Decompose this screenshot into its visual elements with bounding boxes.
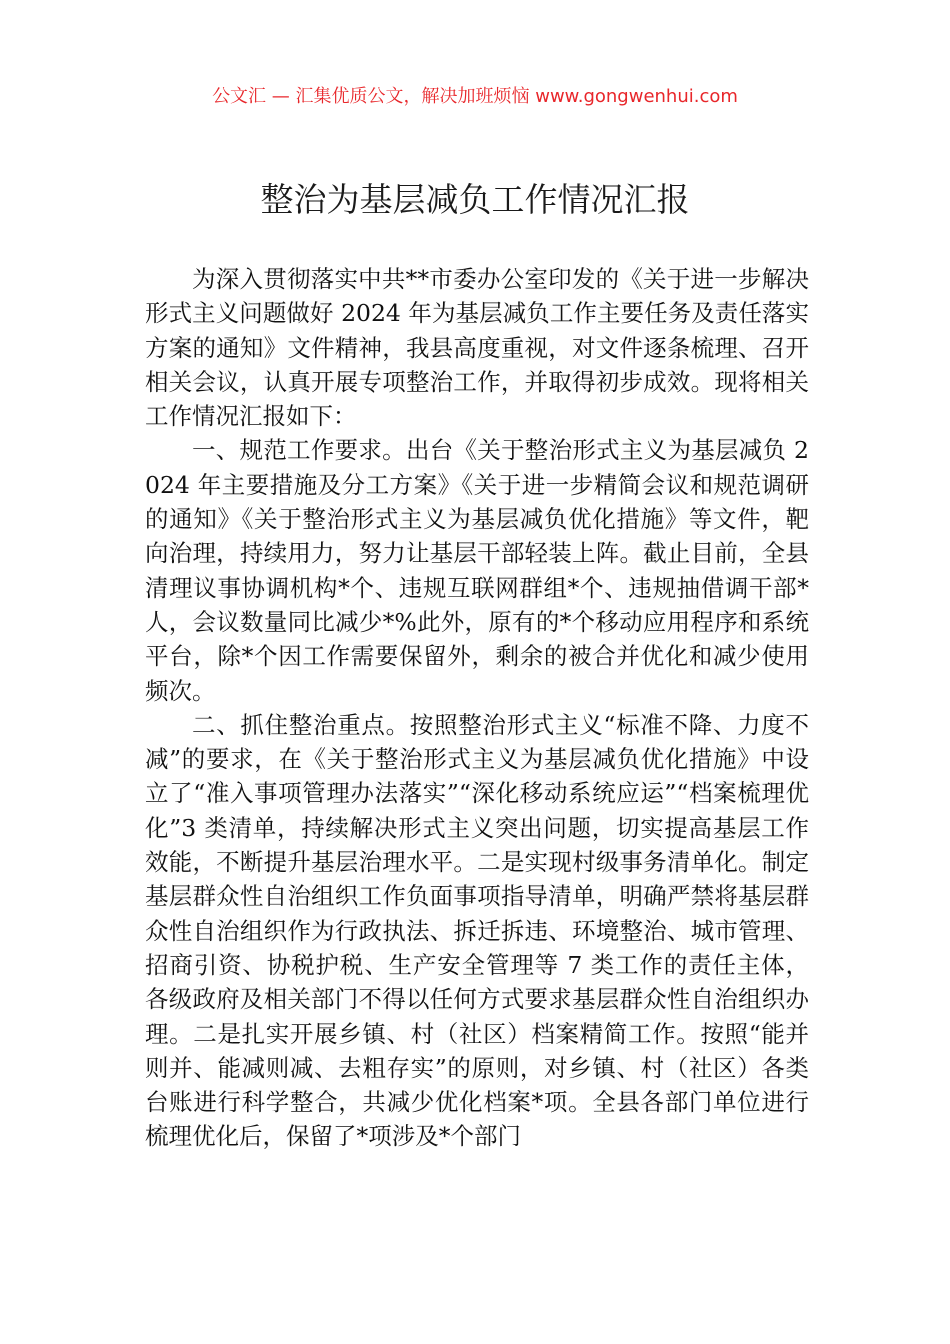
page-title: 整治为基层减负工作情况汇报 <box>260 180 690 219</box>
paragraph-section-2: 二、抓住整治重点。按照整治形式主义“标准不降、力度不减”的要求，在《关于整治形式主义为基层减负优化措施》中设立了“准入事项管理办法落实”“深化移动系统应运”“档案梳理优化”3 类清单，持续解决形式主义突出问题，切实提高基层工作效能，不断提升基层治理水平。二是实现村级事务清单化。制定基层群众性自治组织工作负面事项指导清单，明确严禁将基层群众性自治组织作为行政执法、拆迁拆违、环境整治、城市管理、招商引资、协税护税、生产安全管理等 7 类工作的责任主体，各级政府及相关部门不得以任何方式要求基层群众性自治组织办理。二是扎实开展乡镇、村（社区）档案精简工作。按照“能并则并、能减则减、去粗存实”的原则，对乡镇、村（社区）各类台账进行科学整合，共减少优化档案*项。全县各部门单位进行梳理优化后，保留了*项涉及*个部门 <box>145 710 809 1151</box>
site-banner[interactable]: 公文汇 — 汇集优质公文，解决加班烦恼 www.gongwenhui.com <box>212 86 738 107</box>
paragraph-intro: 为深入贯彻落实中共**市委办公室印发的《关于进一步解决形式主义问题做好 2024 年为基层减负工作主要任务及责任落实方案的通知》文件精神，我县高度重视，对文件逐条梳理、召开相关会议，认真开展专项整治工作，并取得初步成效。现将相关工作情况汇报如下： <box>145 265 809 431</box>
document-body <box>145 262 809 1154</box>
paragraph-section-1: 一、规范工作要求。出台《关于整治形式主义为基层减负 2024 年主要措施及分工方案》《关于进一步精简会议和规范调研的通知》《关于整治形式主义为基层减负优化措施》等文件，靶向治理，持续用力，努力让基层干部轻装上阵。截止目前，全县清理议事协调机构*个、违规互联网群组*个、违规抽借调干部*人，会议数量同比减少*%此外，原有的*个移动应用程序和系统平台，除*个因工作需要保留外，剩余的被合并优化和减少使用频次。 <box>145 436 809 705</box>
